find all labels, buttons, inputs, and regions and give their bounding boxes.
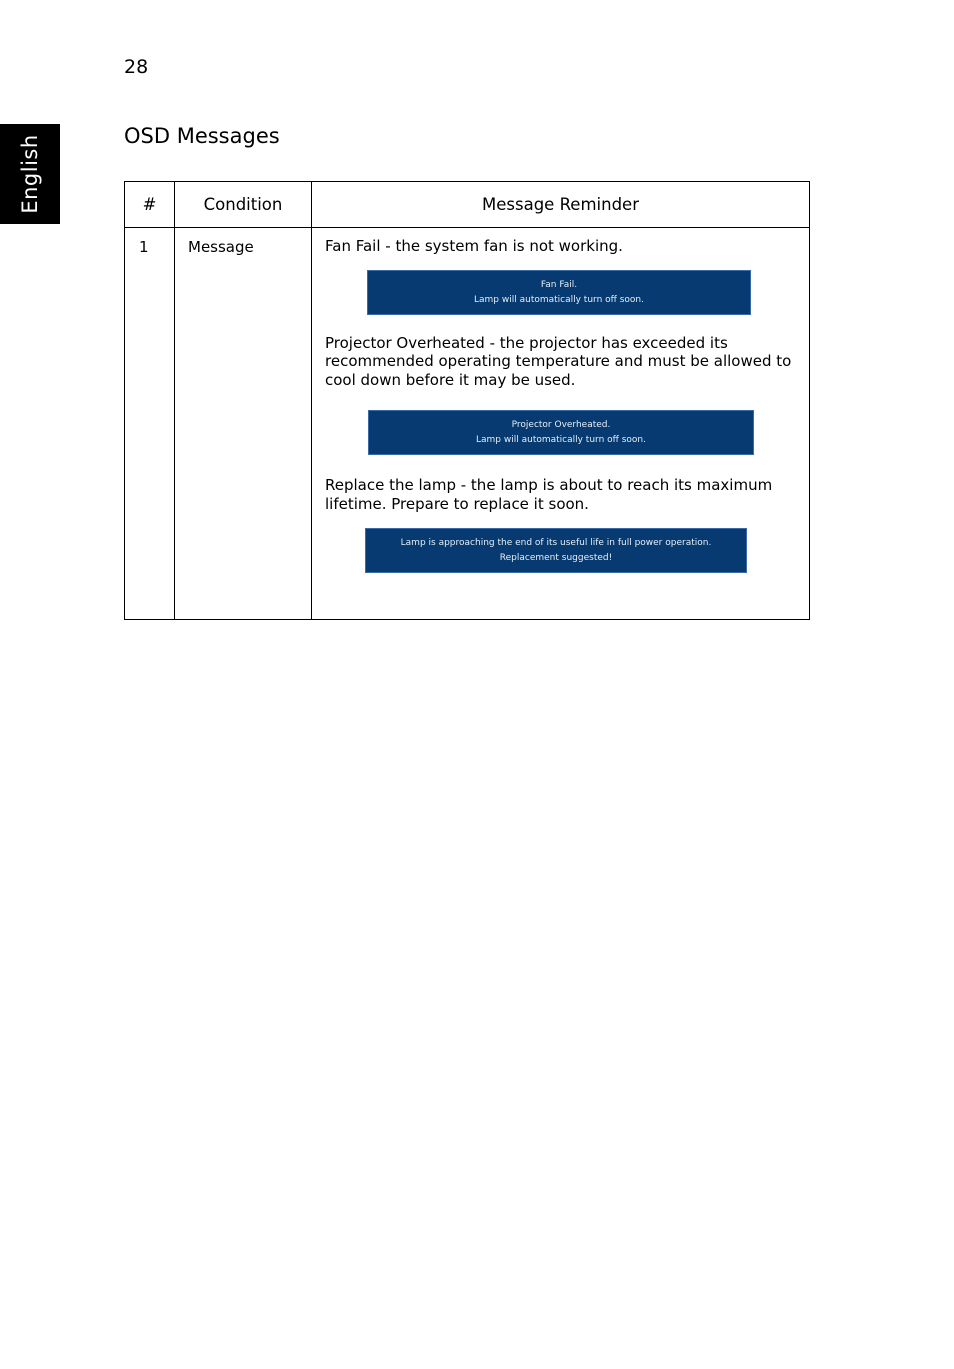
row-message-reminder [312, 228, 810, 620]
section-title: OSD Messages [124, 124, 280, 148]
language-side-tab [0, 124, 60, 224]
header-message-reminder: Message Reminder [312, 182, 810, 228]
replace-lamp-description: Replace the lamp - the lamp is about to reach its maximum lifetime. Prepare to replace it soon. [325, 476, 773, 513]
row-number: 1 [125, 228, 175, 620]
fan-fail-description: Fan Fail - the system fan is not working. [325, 237, 623, 255]
osd-line-1: Fan Fail. [540, 279, 578, 290]
osd-line-2: Replacement suggested! [499, 552, 613, 563]
header-number: # [125, 182, 175, 228]
overheated-description: Projector Overheated - the projector has exceeded its recommended operating temperature and must be allowed to cool down before it may be used. [325, 333, 792, 389]
osd-line-2: Lamp will automatically turn off soon. [476, 435, 646, 446]
page-number: 28 [124, 56, 149, 78]
row-condition: Message [175, 228, 312, 620]
side-tab-label: English [18, 134, 42, 214]
fan-fail-osd-box [367, 270, 751, 315]
overheated-osd-box [368, 410, 754, 455]
table-header-row [125, 182, 810, 228]
header-condition: Condition [175, 182, 312, 228]
osd-line-1: Lamp is approaching the end of its useful life in full power operation. [400, 537, 712, 548]
osd-messages-table [124, 181, 810, 620]
osd-line-1: Projector Overheated. [511, 420, 611, 431]
replace-lamp-osd-box [365, 528, 747, 573]
table-row [125, 228, 810, 620]
osd-line-2: Lamp will automatically turn off soon. [474, 294, 644, 305]
